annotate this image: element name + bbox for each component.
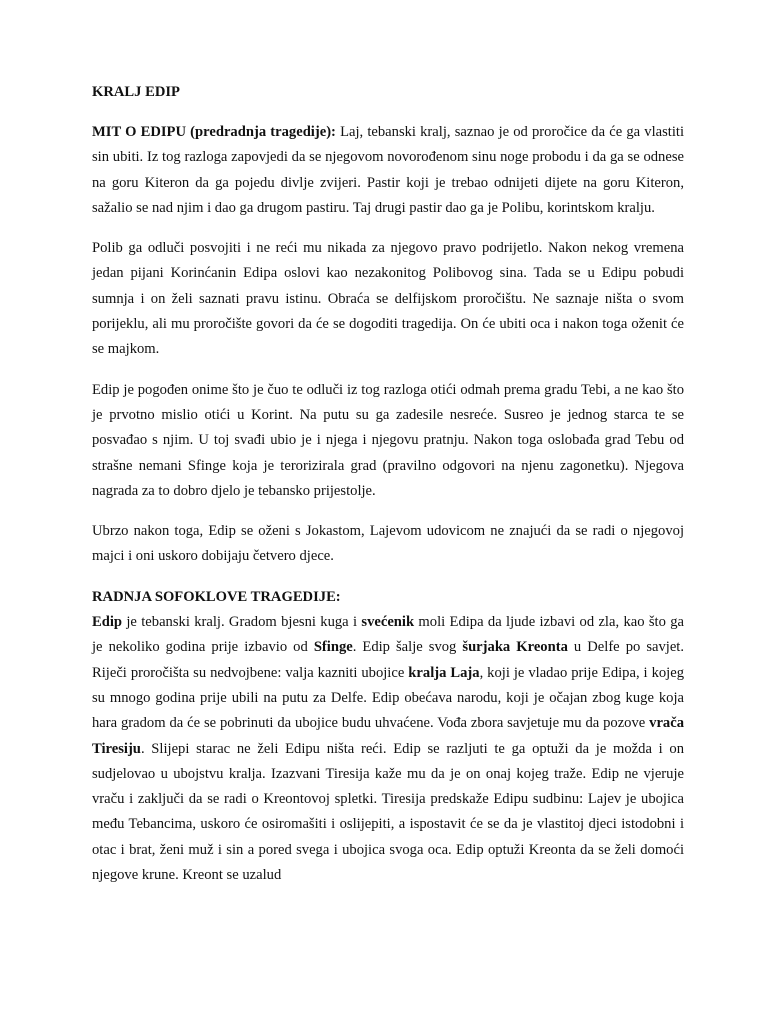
bold-term: Edip	[92, 614, 123, 631]
paragraph-text: je tebanski kralj. Gradom bjesni kuga i	[122, 614, 362, 631]
bold-term: vrača Tiresiju	[92, 715, 684, 757]
paragraph-text: . Edip šalje svog	[352, 639, 463, 656]
section-heading-myth: MIT O EDIPU (predradnja tragedije):	[92, 124, 336, 140]
paragraph-text: , koji je vladao prije Edipa, i kojeg su mnogo godina prije ubili na putu za Delfe. Edip obećava narodu, koji je očajan zbog kuge koja hara gradom da će se pobrinuti da ubojice budu uhvaćene. Vođa zbora savjetuje mu da pozove	[92, 664, 685, 732]
paragraph-text: moli Edipa da ljude izbavi od zla, kao što ga je nekoliko godina prije izbavio od	[92, 614, 684, 656]
paragraph-text: u Delfe po savjet. Riječi proročišta su nedvojbene: valja kazniti ubojice	[92, 639, 685, 681]
paragraph-text: . Slijepi starac ne želi Edipu ništa reći. Edip se razljuti te ga optuži da je možda i on sudjelovao u ubojstvu kralja. Izazvani Tiresija kaže mu da je on onaj kojeg traže. Edip ne vjeruje vraču i zaključi da se radi o Kreontovoj spletki. Tiresija predskaže Edipu sudbinu: Lajev je ubojica među Tebancima, uskoro će osiromašiti i oslijepiti, a ispostavit će se da je vlastitoj djeci istodobni i otac i brat, ženi muž i sin a pored svega i ubojica svoga oca. Edip optuži Kreonta da se želi domoći njegove krune. Kreont se uzalud	[92, 740, 684, 884]
paragraph-journey: Edip je pogođen onime što je čuo te odluči iz tog razloga otići odmah prema gradu Tebi, a ne kao što je prvotno mislio otići u Korint. Na putu su ga zadesile nesreće. Susreo je jednog starca te se posvađao s njim. U toj svađi ubio je i njega i njegovu pratnju. Nakon toga oslobađa grad Tebu od strašne nemani Sfinge koja je terorizirala grad (pravilno odgovori na njenu zagonetku). Njegova nagrada za to dobro djelo je tebansko prijestolje.	[92, 381, 684, 499]
bold-term: Sfinge	[313, 639, 353, 656]
document-title: KRALJ EDIP	[92, 84, 180, 100]
section-heading-plot: RADNJA SOFOKLOVE TRAGEDIJE:	[92, 588, 341, 605]
bold-term: svećenik	[361, 614, 415, 631]
paragraph-polib: Polib ga odluči posvojiti i ne reći mu nikada za njegovo pravo podrijetlo. Nakon nekog vremena jedan pijani Korinćanin Edipa oslovi kao nezakonitog Polibovog sina. Tada se u Edipu pobudi sumnja i on želi saznati pravu istinu. Obraća se delfijskom proročištu. Ne saznaje ništa o svom porijeklu, ali mu proročište govori da će se dogoditi tragedija. On će ubiti oca i nakon toga oženit će se majkom.	[92, 240, 684, 358]
paragraph-text: Laj, tebanski kralj, saznao je od proročice da će ga vlastiti sin ubiti. Iz tog razloga zapovjedi da se njegovom novorođenom sinu noge probodu i da ga se odnese na goru Kiteron da ga pojedu divlje zvijeri. Pastir koji je trebao odnijeti dijete na goru Kiteron, sažalio se nad njim i dao ga drugom pastiru. Taj drugi pastir dao ga je Polibu, korintskom kralju.	[92, 124, 684, 216]
paragraph-marriage: Ubrzo nakon toga, Edip se oženi s Jokastom, Lajevom udovicom ne znajući da se radi o njegovoj majci i oni uskoro dobijaju četvero djece.	[92, 523, 684, 565]
bold-term: kralja Laja	[408, 664, 480, 681]
paragraph-plot	[92, 610, 684, 888]
paragraph-myth-intro	[92, 120, 684, 221]
bold-term: šurjaka Kreonta	[462, 639, 568, 656]
